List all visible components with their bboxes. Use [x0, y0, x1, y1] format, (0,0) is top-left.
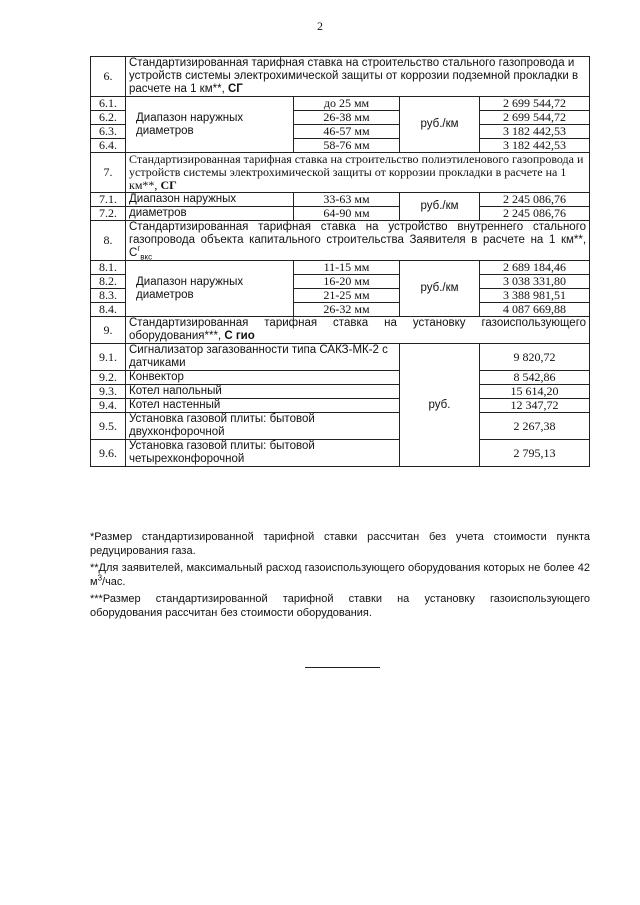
rate-value: 3 388 981,51: [480, 289, 590, 303]
diameter-range-label: Диапазон наружных диаметров: [126, 97, 294, 153]
table-row-7-1: [91, 193, 590, 207]
rate-code-sup: г: [137, 244, 141, 254]
section-title: [126, 221, 590, 261]
table-row-9-1: [91, 344, 590, 371]
table-row-9-2: [91, 371, 590, 385]
equipment-label: Котел напольный: [126, 385, 400, 399]
table-row-6: [91, 57, 590, 97]
table-row-9: [91, 317, 590, 344]
equipment-label: Установка газовой плиты: бытовой четырехконфорочной: [126, 440, 400, 467]
row-number: 9.: [91, 317, 126, 344]
diameter-range-label: диаметров: [126, 207, 294, 221]
footnote-3: ***Размер стандартизированной тарифной ставки на установку газоиспользующего оборудования рассчитан без стоимости оборудования.: [90, 593, 590, 619]
table-row-7: [91, 153, 590, 193]
table-row-9-3: [91, 385, 590, 399]
footnote-2: [90, 561, 590, 589]
row-number: 9.4.: [91, 399, 126, 413]
rate-code: С гио: [224, 330, 255, 342]
diameter-size: до 25 мм: [294, 97, 400, 111]
section-text: Стандартизированная тарифная ставка на устройство внутреннего стального газопровода объекта капитального строительства Заявителя в расчете на 1 км**,: [129, 221, 587, 246]
unit-label: руб.: [400, 344, 480, 467]
diameter-size: 46-57 мм: [294, 125, 400, 139]
footnote-1: *Размер стандартизированной тарифной ставки рассчитан без учета стоимости пункта редуцирования газа.: [90, 531, 590, 557]
row-number: 9.6.: [91, 440, 126, 467]
rate-code: СГ: [160, 178, 177, 192]
equipment-label: Конвектор: [126, 371, 400, 385]
diameter-size: 64-90 мм: [294, 207, 400, 221]
equipment-label: Сигнализатор загазованности типа САКЗ-МК-2 с датчиками: [126, 344, 400, 371]
table-row-9-5: [91, 413, 590, 440]
section-text: Стандартизированная тарифная ставка на строительство стального газопровода и устройств системы электрохимической защиты от коррозии подземной прокладки в расчете на 1 км**,: [129, 57, 579, 95]
diameter-size: 33-63 мм: [294, 193, 400, 207]
diameter-range-label: Диапазон наружных: [126, 193, 294, 207]
diameter-size: 26-38 мм: [294, 111, 400, 125]
rate-value: 4 087 669,88: [480, 303, 590, 317]
row-number: 6.1.: [91, 97, 126, 111]
row-number: 8.4.: [91, 303, 126, 317]
rate-code: СГ: [227, 83, 243, 95]
row-number: 7.2.: [91, 207, 126, 221]
section-text: Стандартизированная тарифная ставка на строительство полиэтиленового газопровода и устройств системы электрохимической защиты от коррозии прокладки в расчете на 1 км**,: [129, 152, 584, 192]
section-title: [126, 57, 590, 97]
rate-value: 15 614,20: [480, 385, 590, 399]
row-number: 6.2.: [91, 111, 126, 125]
rate-value: 2 795,13: [480, 440, 590, 467]
diameter-size: 21-25 мм: [294, 289, 400, 303]
page-number: 2: [317, 19, 323, 33]
row-number: 6.: [91, 57, 126, 97]
row-number: 7.1.: [91, 193, 126, 207]
table-row-9-6: [91, 440, 590, 467]
rate-value: 2 699 544,72: [480, 97, 590, 111]
footnote-2-text: **Для заявителей, максимальный расход газоиспользующего оборудования которых не более 42 м: [90, 562, 590, 588]
footnote-2-sup: 3: [97, 573, 103, 583]
row-number: 9.1.: [91, 344, 126, 371]
row-number: 8.: [91, 221, 126, 261]
rate-value: 3 038 331,80: [480, 275, 590, 289]
rate-code-sub: вкс: [140, 252, 153, 262]
section-text: Стандартизированная тарифная ставка на установку газоиспользующего оборудования***,: [129, 317, 587, 342]
footnote-2-tail: /час.: [102, 576, 126, 588]
rate-value: 9 820,72: [480, 344, 590, 371]
row-number: 9.5.: [91, 413, 126, 440]
diameter-range-label: Диапазон наружных диаметров: [126, 261, 294, 317]
rate-value: 2 689 184,46: [480, 261, 590, 275]
row-number: 9.2.: [91, 371, 126, 385]
rate-code: [129, 244, 153, 262]
rate-value: 2 245 086,76: [480, 207, 590, 221]
rate-value: 2 267,38: [480, 413, 590, 440]
row-number: 8.2.: [91, 275, 126, 289]
equipment-label: Установка газовой плиты: бытовой двухконфорочной: [126, 413, 400, 440]
row-number: 8.3.: [91, 289, 126, 303]
row-number: 9.3.: [91, 385, 126, 399]
row-number: 6.4.: [91, 139, 126, 153]
table-row-9-4: [91, 399, 590, 413]
rate-value: 3 182 442,53: [480, 139, 590, 153]
table-row-7-2: [91, 207, 590, 221]
rate-value: 2 245 086,76: [480, 193, 590, 207]
rate-value: 3 182 442,53: [480, 125, 590, 139]
unit-label: руб./км: [400, 193, 480, 221]
section-title: [126, 317, 590, 344]
unit-label: руб./км: [400, 261, 480, 317]
row-number: 7.: [91, 153, 126, 193]
diameter-size: 26-32 мм: [294, 303, 400, 317]
tariff-table: [90, 56, 590, 467]
row-number: 6.3.: [91, 125, 126, 139]
table-row-8: [91, 221, 590, 261]
unit-label: руб./км: [400, 97, 480, 153]
section-title: [126, 153, 590, 193]
rate-value: 8 542,86: [480, 371, 590, 385]
rate-code-letter: C: [129, 247, 138, 259]
table-row-6-1: [91, 97, 590, 111]
diameter-size: 11-15 мм: [294, 261, 400, 275]
row-number: 8.1.: [91, 261, 126, 275]
diameter-size: 58-76 мм: [294, 139, 400, 153]
equipment-label: Котел настенный: [126, 399, 400, 413]
rate-value: 12 347,72: [480, 399, 590, 413]
footnotes: [90, 530, 590, 623]
table-row-8-1: [91, 261, 590, 275]
diameter-size: 16-20 мм: [294, 275, 400, 289]
rate-value: 2 699 544,72: [480, 111, 590, 125]
closing-rule: [305, 667, 380, 668]
